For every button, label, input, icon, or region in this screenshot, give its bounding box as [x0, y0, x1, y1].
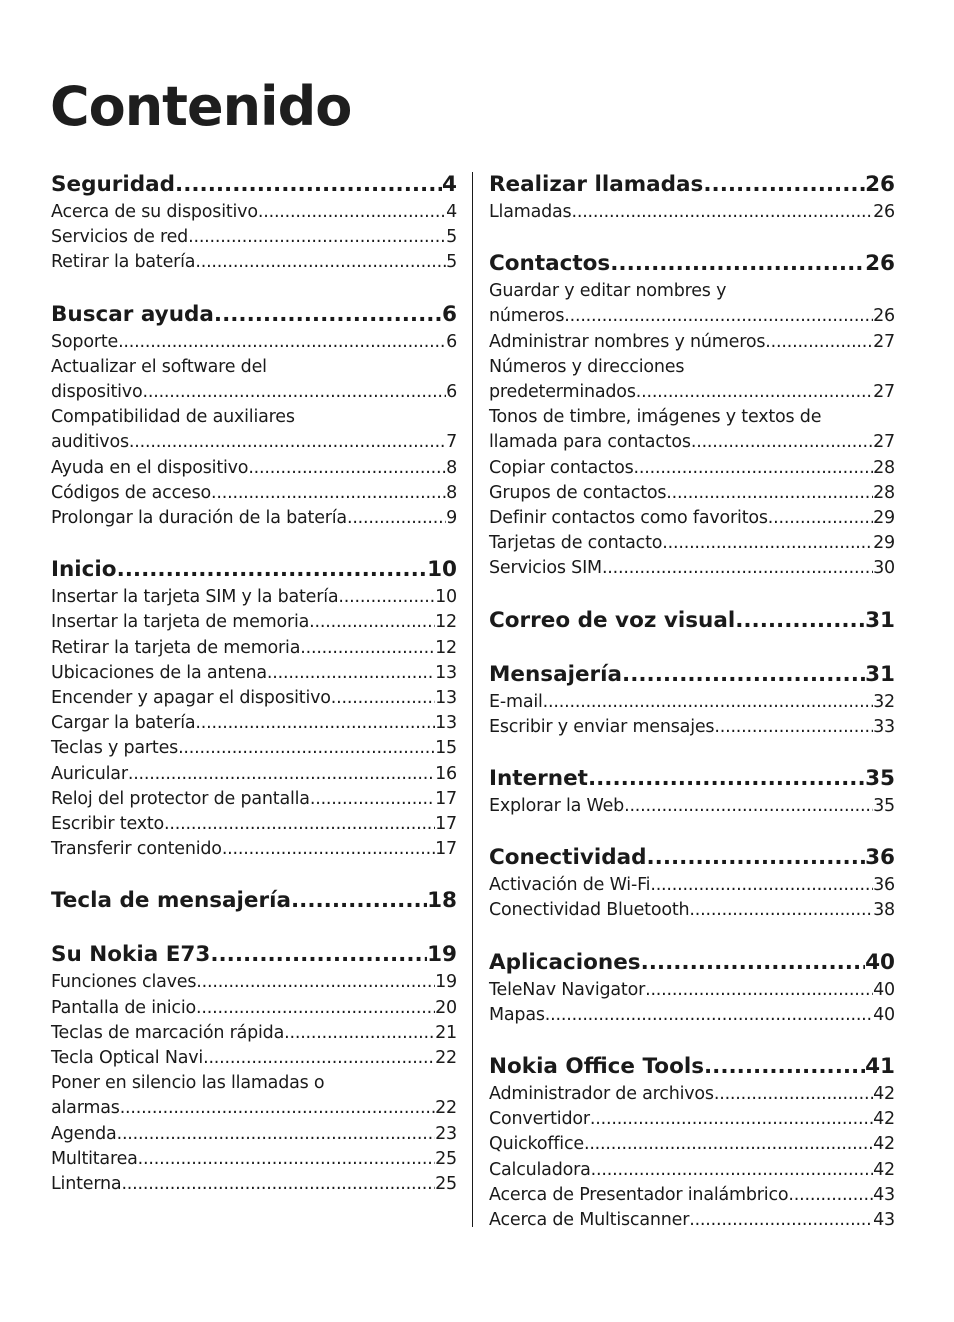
toc-section-heading[interactable]: [489, 660, 895, 690]
toc-section-su-nokia-e73: [51, 940, 457, 1197]
page-number: 31: [865, 607, 895, 633]
page-number: 36: [873, 875, 895, 896]
dot-leader: [178, 736, 435, 761]
page-number: 8: [446, 482, 457, 503]
page-number: 26: [865, 251, 895, 277]
toc-entry[interactable]: [51, 787, 457, 812]
page-number: 7: [446, 432, 457, 453]
page-number: 21: [435, 1022, 457, 1043]
entry-title: Quickoffice: [489, 1134, 584, 1155]
page-number: 17: [435, 788, 457, 809]
entry-title: Activación de Wi-Fi: [489, 875, 651, 896]
page-number: 22: [435, 1048, 457, 1069]
dot-leader: [788, 1183, 873, 1208]
page-number: 42: [873, 1159, 895, 1180]
section-title: Correo de voz visual: [489, 607, 736, 633]
toc-entry[interactable]: [51, 996, 457, 1021]
toc-section-correo-de-voz-visual: [489, 606, 895, 636]
toc-section-heading[interactable]: [489, 948, 895, 978]
section-title: Inicio: [51, 557, 117, 583]
entry-title-continuation: [51, 1096, 457, 1121]
page-number: 27: [873, 331, 895, 352]
dot-leader: [222, 837, 435, 862]
page-number: 43: [873, 1210, 895, 1231]
entry-title: dispositivo: [51, 382, 143, 403]
entry-title: Ubicaciones de la antena: [51, 662, 267, 683]
dot-leader: [310, 787, 435, 812]
toc-section-heading[interactable]: [489, 843, 895, 873]
dot-leader: [214, 300, 442, 330]
toc-entry[interactable]: [51, 1021, 457, 1046]
toc-section-heading[interactable]: [489, 170, 895, 200]
toc-entry[interactable]: [489, 405, 895, 455]
section-title: Buscar ayuda: [51, 301, 214, 327]
toc-section-conectividad: [489, 843, 895, 923]
page-number: 13: [435, 688, 457, 709]
page-number: 15: [435, 738, 457, 759]
dot-leader: [338, 585, 435, 610]
dot-leader: [284, 1021, 435, 1046]
page-number: 40: [873, 979, 895, 1000]
page-number: 10: [435, 587, 457, 608]
dot-leader: [624, 794, 873, 819]
dot-leader: [735, 606, 865, 636]
dot-leader: [196, 970, 435, 995]
entry-title-continuation: [51, 380, 457, 405]
dot-leader: [309, 610, 435, 635]
entry-title: auditivos: [51, 432, 129, 453]
page-number: 41: [865, 1054, 895, 1080]
toc-entry[interactable]: [489, 1132, 895, 1157]
page-number: 8: [446, 457, 457, 478]
entry-title-continuation: [51, 430, 457, 455]
entry-title: Retirar la batería: [51, 252, 196, 273]
toc-entry[interactable]: [51, 1071, 457, 1121]
entry-title: Escribir y enviar mensajes: [489, 716, 715, 737]
entry-title: Teclas de marcación rápida: [51, 1022, 285, 1043]
toc-section-contactos: [489, 249, 895, 581]
dot-leader: [120, 1096, 435, 1121]
toc-entry[interactable]: [489, 690, 895, 715]
toc-section-aplicaciones: [489, 948, 895, 1028]
page-number: 17: [435, 814, 457, 835]
dot-leader: [188, 225, 446, 250]
entry-title: E-mail: [489, 691, 543, 712]
toc-entry[interactable]: [489, 873, 895, 898]
dot-leader: [689, 1208, 873, 1233]
dot-leader: [347, 506, 446, 531]
dot-leader: [258, 200, 446, 225]
entry-title: Códigos de acceso: [51, 482, 211, 503]
page-number: 42: [873, 1134, 895, 1155]
section-title: Mensajería: [489, 661, 623, 687]
toc-entry[interactable]: [51, 736, 457, 761]
page-number: 38: [873, 900, 895, 921]
page-number: 19: [427, 942, 457, 968]
dot-leader: [636, 380, 873, 405]
column-divider: [472, 172, 473, 1227]
entry-title: Retirar la tarjeta de memoria: [51, 637, 301, 658]
page-number: 25: [435, 1148, 457, 1169]
toc-entry[interactable]: [51, 1147, 457, 1172]
page-number: 23: [435, 1123, 457, 1144]
dot-leader: [622, 660, 865, 690]
page-number: 36: [865, 845, 895, 871]
entry-title: Reloj del protector de pantalla: [51, 788, 310, 809]
entry-title: Servicios de red: [51, 227, 189, 248]
toc-entry[interactable]: [51, 661, 457, 686]
dot-leader: [128, 762, 435, 787]
dot-leader: [591, 1158, 873, 1183]
page-number: 40: [873, 1004, 895, 1025]
dot-leader: [164, 812, 435, 837]
toc-entry[interactable]: [51, 970, 457, 995]
dot-leader: [196, 996, 435, 1021]
section-title: Tecla de mensajería: [51, 888, 291, 914]
dot-leader: [291, 886, 427, 916]
dot-leader: [602, 556, 873, 581]
entry-title: Funciones claves: [51, 972, 197, 993]
dot-leader: [647, 843, 866, 873]
page-number: 9: [446, 508, 457, 529]
entry-title: Acerca de Presentador inalámbrico: [489, 1184, 789, 1205]
toc-section-realizar-llamadas: [489, 170, 895, 225]
toc-section-heading[interactable]: [489, 1052, 895, 1082]
entry-title: Agenda: [51, 1123, 117, 1144]
page-number: 28: [873, 457, 895, 478]
page-number: 4: [446, 202, 457, 222]
entry-title: Transferir contenido: [51, 839, 222, 860]
toc-entry[interactable]: [489, 506, 895, 531]
entry-title: Grupos de contactos: [489, 482, 667, 503]
page-number: 27: [873, 382, 895, 403]
toc-entry[interactable]: [489, 481, 895, 506]
page-number: 27: [873, 432, 895, 453]
dot-leader: [300, 636, 435, 661]
toc-section-heading[interactable]: [51, 300, 457, 330]
page-number: 26: [865, 172, 895, 197]
toc-entry[interactable]: [489, 715, 895, 740]
entry-title: Definir contactos como favoritos: [489, 508, 768, 529]
page-number: 18: [427, 888, 457, 914]
dot-leader: [704, 1052, 865, 1082]
entry-title: llamada para contactos: [489, 432, 691, 453]
page-number: 29: [873, 508, 895, 529]
section-title: Seguridad: [51, 172, 176, 197]
page-number: 13: [435, 662, 457, 683]
page-number: 35: [873, 796, 895, 817]
page-number: 19: [435, 972, 457, 993]
entry-title: TeleNav Navigator: [489, 979, 646, 1000]
page-number: 6: [442, 301, 457, 327]
page-number: 33: [873, 716, 895, 737]
dot-leader: [634, 456, 874, 481]
toc-section-buscar-ayuda: [51, 300, 457, 532]
toc-entry[interactable]: [489, 355, 895, 405]
entry-title: Conectividad Bluetooth: [489, 900, 690, 921]
toc-entry[interactable]: [51, 686, 457, 711]
page-number: 43: [873, 1184, 895, 1205]
entry-title: Administrar nombres y números: [489, 331, 766, 352]
dot-leader: [267, 661, 435, 686]
dot-leader: [584, 1132, 873, 1157]
page-number: 28: [873, 482, 895, 503]
entry-title: Auricular: [51, 763, 128, 784]
page-number: 12: [435, 637, 457, 658]
dot-leader: [765, 330, 873, 355]
toc-entry[interactable]: [51, 1046, 457, 1071]
dot-leader: [571, 200, 873, 225]
dot-leader: [129, 430, 446, 455]
toc-entry[interactable]: [51, 762, 457, 787]
page-number: 5: [446, 227, 457, 248]
page-number: 31: [865, 661, 895, 687]
dot-leader: [590, 1107, 873, 1132]
toc-section-mensajeria: [489, 660, 895, 740]
toc-section-heading[interactable]: [489, 606, 895, 636]
dot-leader: [703, 170, 865, 200]
toc-left-column: [51, 170, 457, 1221]
entry-title: Tarjetas de contacto: [489, 533, 663, 554]
entry-title: Tecla Optical Navi: [51, 1048, 204, 1069]
toc-entry[interactable]: [51, 585, 457, 610]
page-number: 35: [865, 766, 895, 792]
toc-entry[interactable]: [489, 898, 895, 923]
dot-leader: [768, 506, 873, 531]
page-number: 40: [865, 949, 895, 975]
page-number: 17: [435, 839, 457, 860]
entry-title: Ayuda en el dispositivo: [51, 457, 249, 478]
toc-entry[interactable]: [51, 506, 457, 531]
entry-title-line: Números y direcciones: [489, 356, 685, 377]
entry-title-line: Guardar y editar nombres y: [489, 281, 727, 302]
toc-entry[interactable]: [51, 330, 457, 355]
toc-entry[interactable]: [489, 456, 895, 481]
toc-entry[interactable]: [489, 1183, 895, 1208]
page-number: 6: [446, 331, 457, 352]
toc-entry[interactable]: [51, 355, 457, 405]
dot-leader: [714, 1082, 873, 1107]
entry-title: Servicios SIM: [489, 558, 602, 579]
entry-title: Prolongar la duración de la batería: [51, 508, 347, 529]
dot-leader: [691, 430, 873, 455]
toc-section-heading[interactable]: [51, 940, 457, 970]
section-title: Internet: [489, 766, 588, 792]
toc-section-tecla-de-mensajeria: [51, 886, 457, 916]
entry-title: Mapas: [489, 1004, 545, 1025]
page-title: Contenido: [50, 75, 352, 138]
dot-leader: [641, 948, 865, 978]
page-number: 42: [873, 1084, 895, 1105]
toc-section-heading[interactable]: [51, 886, 457, 916]
page-number: 13: [435, 713, 457, 734]
entry-title: Acerca de su dispositivo: [51, 202, 258, 222]
toc-entry[interactable]: [489, 1208, 895, 1233]
toc-entry[interactable]: [489, 1003, 895, 1028]
dot-leader: [689, 898, 873, 923]
entry-title: predeterminados: [489, 382, 636, 403]
page-number: 4: [442, 172, 457, 197]
entry-title: Calculadora: [489, 1159, 591, 1180]
toc-entry[interactable]: [51, 1122, 457, 1147]
toc-entry[interactable]: [489, 1082, 895, 1107]
section-title: Realizar llamadas: [489, 172, 704, 197]
entry-title: Linterna: [51, 1174, 122, 1195]
toc-entry[interactable]: [489, 556, 895, 581]
dot-leader: [138, 1147, 435, 1172]
entry-title: Copiar contactos: [489, 457, 634, 478]
toc-entry[interactable]: [489, 200, 895, 225]
toc-entry[interactable]: [51, 837, 457, 862]
entry-title-continuation: [489, 430, 895, 455]
toc-section-heading[interactable]: [489, 249, 895, 279]
page-number: 6: [446, 382, 457, 403]
entry-title: Teclas y partes: [51, 738, 179, 759]
section-title: Nokia Office Tools: [489, 1054, 705, 1080]
toc-entry[interactable]: [51, 225, 457, 250]
page-number: 12: [435, 612, 457, 633]
toc-entry[interactable]: [51, 812, 457, 837]
toc-entry[interactable]: [51, 481, 457, 506]
dot-leader: [142, 380, 446, 405]
page-number: 16: [435, 763, 457, 784]
toc-entry[interactable]: [489, 1107, 895, 1132]
page-number: 26: [873, 306, 895, 327]
toc-section-inicio: [51, 555, 457, 862]
dot-leader: [195, 711, 435, 736]
entry-title: Soporte: [51, 331, 119, 352]
entry-title: Insertar la tarjeta de memoria: [51, 612, 310, 633]
entry-title: Convertidor: [489, 1109, 590, 1130]
dot-leader: [564, 304, 873, 329]
page-number: 20: [435, 997, 457, 1018]
toc-entry[interactable]: [489, 1158, 895, 1183]
dot-leader: [610, 249, 865, 279]
dot-leader: [121, 1172, 435, 1197]
dot-leader: [662, 531, 873, 556]
entry-title: Insertar la tarjeta SIM y la batería: [51, 587, 339, 608]
entry-title: Cargar la batería: [51, 713, 196, 734]
dot-leader: [118, 330, 446, 355]
dot-leader: [248, 456, 446, 481]
page-number: 22: [435, 1098, 457, 1119]
page-number: 10: [427, 557, 457, 583]
page-number: 42: [873, 1109, 895, 1130]
toc-entry[interactable]: [51, 405, 457, 455]
section-title: Su Nokia E73: [51, 942, 211, 968]
toc-entry[interactable]: [51, 250, 457, 275]
section-title: Contactos: [489, 251, 611, 277]
toc-entry[interactable]: [51, 200, 457, 225]
dot-leader: [645, 978, 873, 1003]
toc-section-heading[interactable]: [51, 170, 457, 200]
toc-section-heading[interactable]: [489, 764, 895, 794]
entry-title: alarmas: [51, 1098, 120, 1119]
section-title: Conectividad: [489, 845, 647, 871]
dot-leader: [203, 1046, 435, 1071]
toc-section-heading[interactable]: [51, 555, 457, 585]
section-title: Aplicaciones: [489, 949, 641, 975]
toc-section-nokia-office-tools: [489, 1052, 895, 1233]
dot-leader: [175, 170, 442, 200]
toc-entry[interactable]: [489, 978, 895, 1003]
dot-leader: [666, 481, 873, 506]
toc-entry[interactable]: [51, 456, 457, 481]
toc-section-internet: [489, 764, 895, 819]
page-number: 30: [873, 558, 895, 579]
entry-title-continuation: [489, 304, 895, 329]
entry-title-line: Poner en silencio las llamadas o: [51, 1073, 325, 1094]
entry-title: Escribir texto: [51, 814, 165, 835]
toc-right-column: [489, 170, 895, 1257]
dot-leader: [210, 940, 427, 970]
dot-leader: [117, 1122, 436, 1147]
dot-leader: [588, 764, 865, 794]
dot-leader: [117, 555, 428, 585]
dot-leader: [650, 873, 873, 898]
page-number: 5: [446, 252, 457, 273]
entry-title-line: Actualizar el software del: [51, 356, 267, 377]
dot-leader: [714, 715, 873, 740]
dot-leader: [331, 686, 435, 711]
entry-title: Administrador de archivos: [489, 1084, 714, 1105]
toc-section-seguridad: [51, 170, 457, 276]
toc-entry[interactable]: [51, 711, 457, 736]
page-number: 25: [435, 1174, 457, 1195]
toc-entry[interactable]: [489, 330, 895, 355]
toc-entry[interactable]: [489, 794, 895, 819]
entry-title-continuation: [489, 380, 895, 405]
dot-leader: [543, 690, 873, 715]
page-number: 29: [873, 533, 895, 554]
entry-title: números: [489, 306, 565, 327]
entry-title: Pantalla de inicio: [51, 997, 197, 1018]
entry-title: Acerca de Multiscanner: [489, 1210, 690, 1231]
toc-entry[interactable]: [51, 636, 457, 661]
entry-title: Llamadas: [489, 202, 572, 222]
entry-title: Explorar la Web: [489, 796, 625, 817]
toc-entry[interactable]: [489, 279, 895, 329]
page-number: 26: [873, 202, 895, 222]
dot-leader: [211, 481, 446, 506]
dot-leader: [195, 250, 446, 275]
page-number: 32: [873, 691, 895, 712]
entry-title-line: Tonos de timbre, imágenes y textos de: [489, 407, 822, 428]
toc-entry[interactable]: [51, 1172, 457, 1197]
entry-title-line: Compatibilidad de auxiliares: [51, 407, 295, 428]
toc-entry[interactable]: [51, 610, 457, 635]
dot-leader: [545, 1003, 873, 1028]
entry-title: Encender y apagar el dispositivo: [51, 688, 331, 709]
entry-title: Multitarea: [51, 1148, 138, 1169]
toc-entry[interactable]: [489, 531, 895, 556]
